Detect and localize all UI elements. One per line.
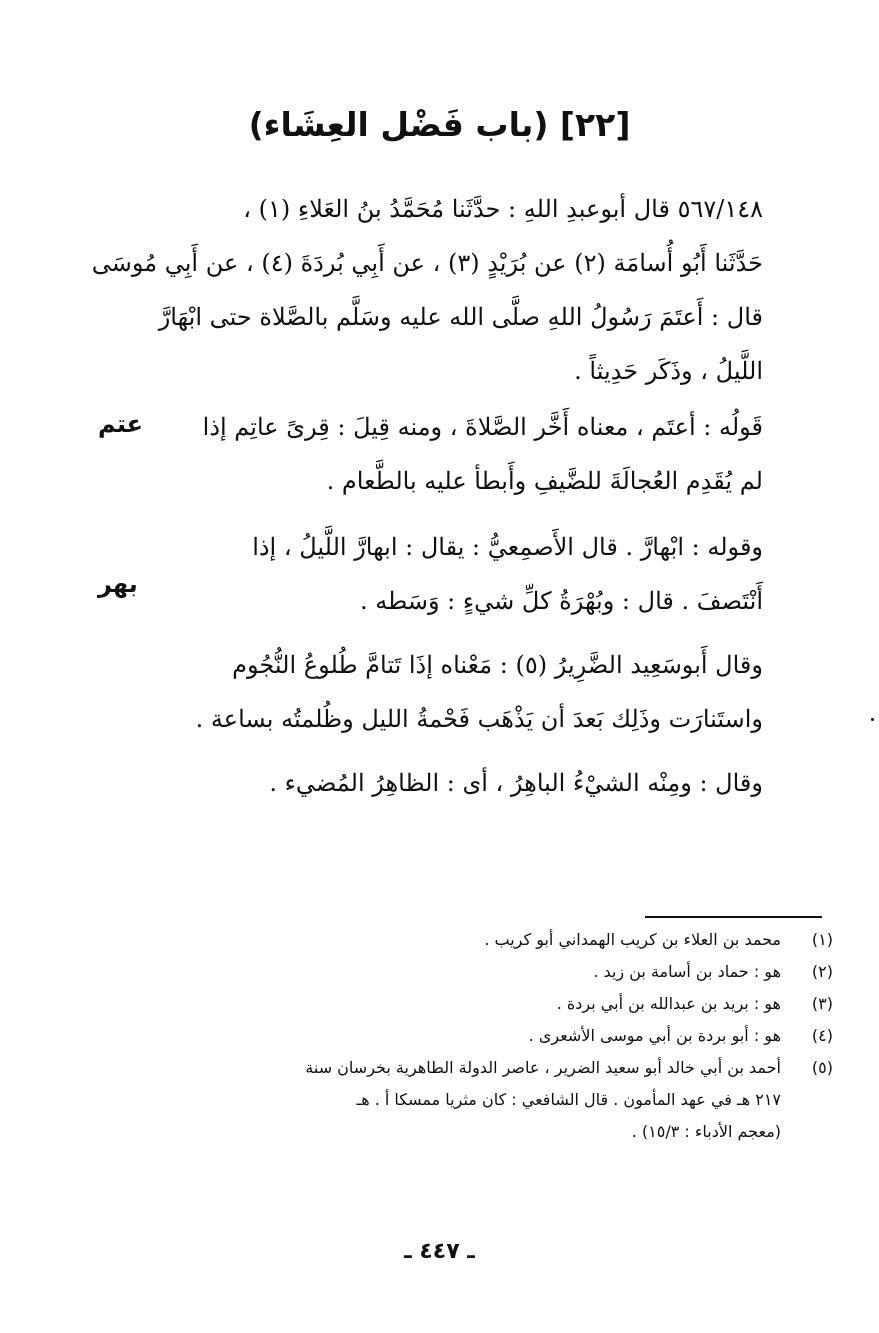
footnote-line: هو : بريد بن عبدالله بن أبي بردة . — [556, 994, 781, 1013]
commentary-paragraph-darir — [153, 638, 763, 746]
footnote-number: (٤) — [811, 1026, 833, 1045]
text-line: أَنْتَصفَ . قال : وبُهْرَةُ كلِّ شيءٍ : وَسَطه . — [360, 587, 763, 615]
footnote-text — [153, 956, 781, 988]
text-line: وقال : ومِنْه الشيْءُ الباهِرُ ، أى : الظاهِرُ المُضيء . — [269, 769, 763, 797]
text-line: قَولُه : أعتَم ، معناه أَخَّر الصَّلاةَ ، ومنه قِيلَ : قِرىً عاتِم إذا — [202, 413, 763, 441]
text-line: وقال أَبوسَعِيد الضَّرِيرُ (٥) : مَعْناه إذَا تَتامَّ طُلوعُ النُّجُوم — [232, 651, 763, 679]
commentary-paragraph-atam — [153, 400, 763, 508]
footnote-separator — [645, 916, 822, 918]
footnote-line: أحمد بن أبي خالد أبو سعيد الضرير ، عاصر الدولة الطاهرية بخرسان سنة — [305, 1058, 781, 1077]
footnotes — [153, 924, 833, 1148]
text-line: وقوله : ابْهارَّ . قال الأَصمِعيُّ : يقال : ابهارَّ اللَّيلُ ، إذا — [252, 533, 763, 561]
footnote-number: (١) — [811, 930, 833, 949]
commentary-paragraph-ibhar — [153, 520, 763, 628]
footnote-line: (معجم الأدباء : ١٥/٣) . — [631, 1122, 781, 1141]
footnote-line: ٢١٧ هـ في عهد المأمون . قال الشافعي : كان مثريا ممسكا أ . هـ — [356, 1090, 781, 1109]
text-line: لم يُقَدِم العُجالَةَ للضَّيفِ وأَبطأ عليه بالطَّعام . — [326, 467, 763, 495]
footnote — [153, 924, 833, 956]
footnote-line: محمد بن العلاء بن كريب الهمداني أبو كريب . — [484, 930, 781, 949]
chapter-heading: [٢٢] (باب فَضْل العِشَاء) — [248, 105, 631, 144]
footnote-number: (٥) — [811, 1058, 833, 1077]
footnote-text — [153, 1020, 781, 1052]
footnote — [153, 1020, 833, 1052]
footnote-line: هو : حماد بن أسامة بن زيد . — [593, 962, 781, 981]
text-line: ٥٦٧/١٤٨ قال أبوعبدِ اللهِ : حدَّثَنا مُحَمَّدُ بنُ العَلاءِ (١) ، — [243, 195, 763, 223]
margin-keyword-atam: عتم — [98, 410, 144, 438]
commentary-paragraph-bahir — [153, 756, 763, 810]
text-line: قال : أَعتَمَ رَسُولُ اللهِ صلَّى الله عليه وسَلَّم بالصَّلاة حتى ابْهَارَّ — [158, 303, 763, 331]
footnote-text — [153, 924, 781, 956]
text-line: حَدَّثَنا أَبُو أُسامَة (٢) عن بُرَيْدٍ (٣) ، عن أَبِي بُردَةَ (٤) ، عن أَبِي مُوسَى — [91, 249, 763, 277]
hadith-paragraph — [91, 182, 763, 398]
footnote-text — [153, 1052, 781, 1148]
footnote-text — [153, 988, 781, 1020]
text-line: واستَنارَت وذَلِك بَعدَ أن يَذْهَب فَحْمةُ الليل وظُلمتُه بساعة . — [195, 705, 763, 733]
text-line: اللَّيلُ ، وذَكَر حَدِيثاً . — [574, 357, 763, 385]
margin-keyword-bahr: بهر — [98, 570, 138, 598]
footnote-number: (٣) — [811, 994, 833, 1013]
page-number: ـ ٤٤٧ ـ — [404, 1239, 475, 1264]
scan-speck — [871, 718, 874, 721]
footnote — [153, 956, 833, 988]
footnote — [153, 1052, 833, 1148]
footnote-number: (٢) — [811, 962, 833, 981]
footnote — [153, 988, 833, 1020]
footnote-line: هو : أبو بردة بن أبي موسى الأشعرى . — [528, 1026, 781, 1045]
